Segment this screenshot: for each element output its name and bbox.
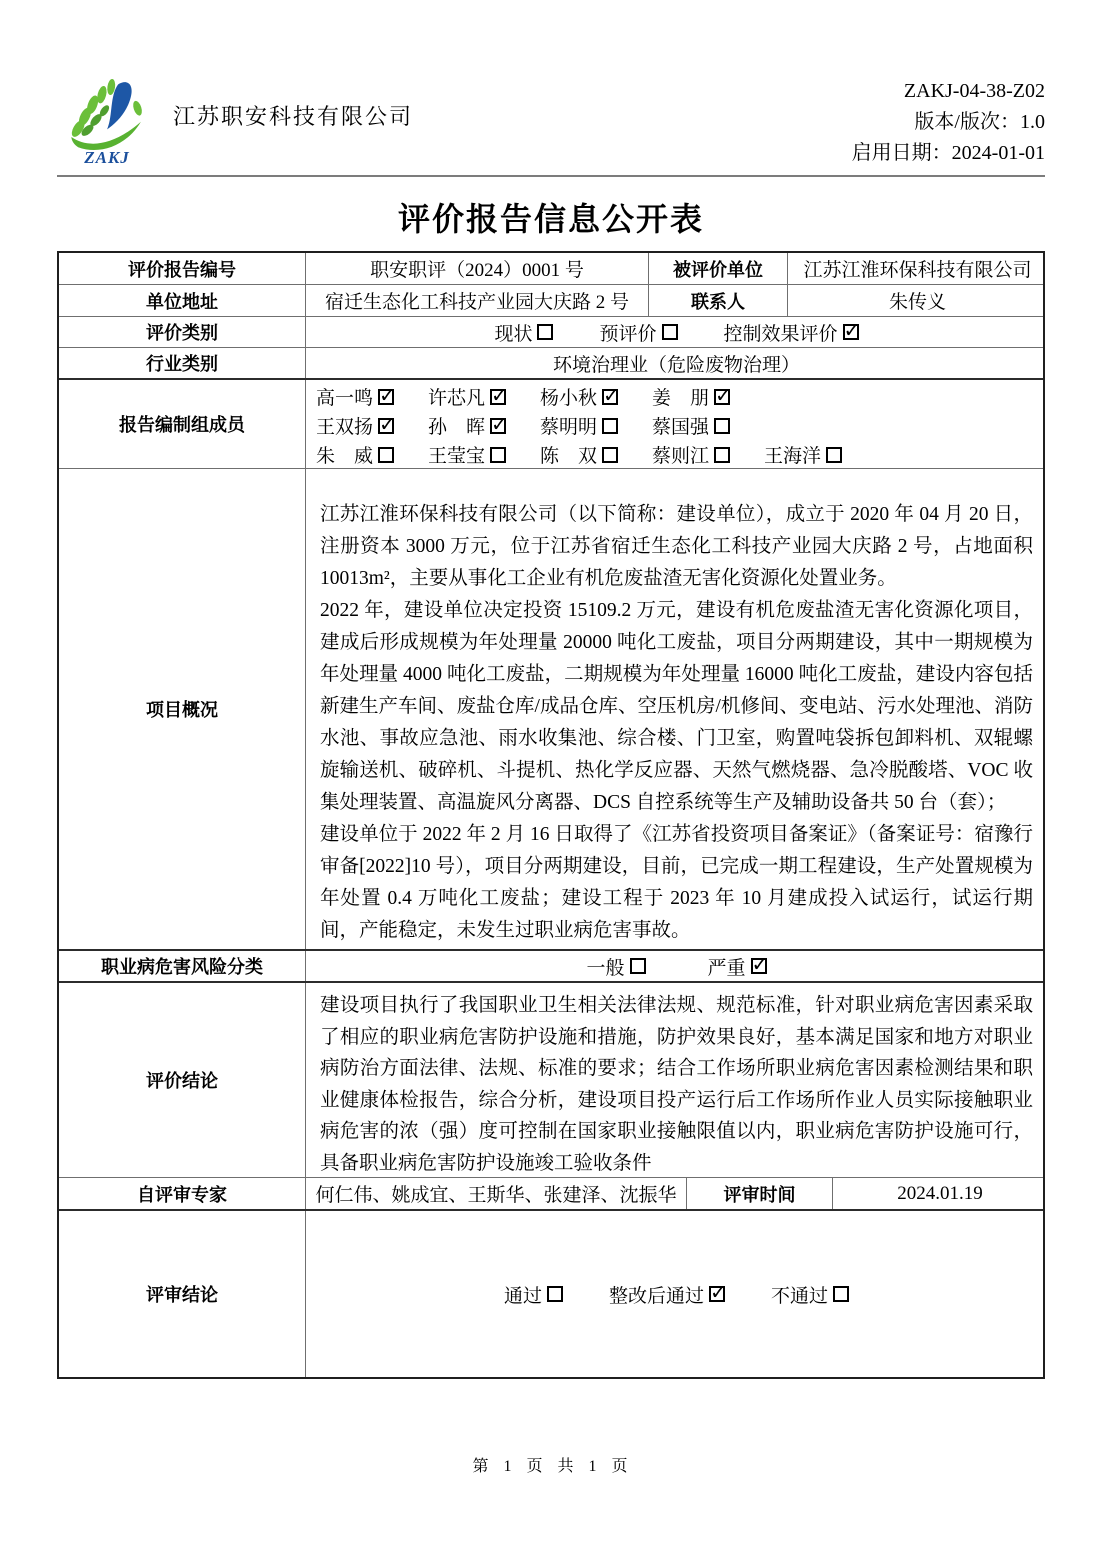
checked-checkbox-icon — [709, 1286, 725, 1302]
empty-checkbox-icon — [537, 324, 553, 340]
report-number-label: 评价报告编号 — [128, 259, 236, 280]
member-item — [764, 441, 876, 468]
checked-checkbox-icon — [378, 418, 394, 434]
review-conclusion-options — [306, 1281, 1047, 1308]
review-time-value: 2024.01.19 — [832, 1178, 1047, 1209]
option-label: 严重 — [707, 957, 746, 979]
option-label: 预评价 — [599, 323, 657, 345]
checked-checkbox-icon — [751, 958, 767, 974]
row-review-experts — [59, 1177, 1043, 1209]
member-name: 陈 双 — [540, 446, 598, 467]
option-item — [494, 319, 553, 346]
member-item — [428, 412, 540, 439]
empty-checkbox-icon — [630, 958, 646, 974]
option-item — [609, 1281, 725, 1308]
option-item — [771, 1281, 849, 1308]
member-name: 许芯凡 — [428, 388, 486, 409]
logo-text: ZAKJ — [84, 148, 130, 167]
overview-paragraph: 建设单位于 2022 年 2 月 16 日取得了《江苏省投资项目备案证》（备案证号：宿豫行审备[2022]10 号），项目分两期建设，目前，已完成一期工程建设，生产处置规模为年处置 0.4 万吨化工废盐；建设工程于 2023 年 10 月建成投入试运行，试运行期间，产能稳定，未发生过职业病危害事故。 — [320, 824, 1033, 941]
header-divider — [57, 175, 1045, 177]
header-left — [57, 76, 413, 168]
row-review-conclusion — [59, 1209, 1043, 1377]
contact-value: 朱传义 — [787, 285, 1047, 316]
member-item — [316, 383, 428, 410]
member-item — [428, 383, 540, 410]
document-meta — [852, 76, 1045, 169]
empty-checkbox-icon — [833, 1286, 849, 1302]
row-project-overview — [59, 468, 1043, 949]
doc-start-date: 启用日期：2024-01-01 — [851, 142, 1045, 164]
page-number: 第 1 页 共 1 页 — [472, 1458, 630, 1475]
member-item — [652, 383, 764, 410]
option-item — [599, 319, 677, 346]
option-item — [724, 319, 859, 346]
industry-label: 行业类别 — [146, 354, 218, 374]
members-lines — [305, 380, 1047, 468]
eval-type-options-cell — [305, 317, 1047, 347]
address-value: 宿迁生态化工科技产业园大庆路 2 号 — [305, 285, 648, 316]
row-report-number — [59, 253, 1043, 284]
empty-checkbox-icon — [714, 418, 730, 434]
member-name: 高一鸣 — [316, 388, 374, 409]
eval-type-label: 评价类别 — [146, 323, 218, 343]
member-item — [316, 441, 428, 468]
option-label: 控制效果评价 — [723, 323, 838, 345]
checked-checkbox-icon — [490, 418, 506, 434]
empty-checkbox-icon — [490, 447, 506, 463]
member-name: 姜 朋 — [652, 388, 710, 409]
member-name: 蔡则江 — [652, 446, 710, 467]
row-risk-class — [59, 949, 1043, 981]
member-item — [652, 412, 764, 439]
checked-checkbox-icon — [602, 389, 618, 405]
doc-code: ZAKJ-04-38-Z02 — [903, 80, 1045, 102]
row-members — [59, 378, 1043, 468]
option-label: 一般 — [586, 957, 625, 979]
review-conclusion-label: 评审结论 — [146, 1285, 218, 1305]
row-address — [59, 284, 1043, 316]
member-item — [428, 441, 540, 468]
option-label: 不通过 — [771, 1285, 829, 1307]
member-name: 王双扬 — [316, 417, 374, 438]
empty-checkbox-icon — [662, 324, 678, 340]
member-name: 朱 威 — [316, 446, 374, 467]
evaluated-unit-label: 被评价单位 — [648, 253, 787, 284]
member-name: 蔡国强 — [652, 417, 710, 438]
checked-checkbox-icon — [843, 324, 859, 340]
risk-class-label: 职业病危害风险分类 — [101, 957, 263, 977]
member-name: 杨小秋 — [540, 388, 598, 409]
member-line — [316, 440, 1047, 468]
member-item — [652, 441, 764, 468]
overview-paragraph: 2022 年，建设单位决定投资 15109.2 万元，建设有机危废盐渣无害化资源化项目，建成后形成规模为年处理量 20000 吨化工废盐，项目分两期建设，其中一期规模为年处理量 4000 吨化工废盐，二期规模为年处理量 16000 吨化工废盐，建设内容包括新建生产车间、废盐仓库/成品仓库、空压机房/机修间、变电站、污水处理池、消防水池、事故应急池、雨水收集池、综合楼、门卫室，购置吨袋拆包卸料机、双辊螺旋输送机、破碎机、斗提机、热化学反应器、天然气燃烧器、急冷脱酸塔、VOC 收集处理装置、高温旋风分离器、DCS 自控系统等生产及辅助设备共 50 台（套）； — [320, 600, 1033, 813]
report-number-value: 职安职评（2024）0001 号 — [305, 253, 648, 284]
option-item — [504, 1281, 563, 1308]
row-industry — [59, 347, 1043, 378]
member-item — [540, 383, 652, 410]
overview-paragraphs — [305, 469, 1047, 949]
member-item — [540, 441, 652, 468]
eval-type-options — [306, 319, 1047, 346]
empty-checkbox-icon — [602, 447, 618, 463]
row-eval-type — [59, 316, 1043, 347]
option-label: 现状 — [494, 323, 533, 345]
member-item — [316, 412, 428, 439]
company-name: 江苏职安科技有限公司 — [173, 103, 414, 129]
member-name: 王海洋 — [764, 446, 822, 467]
member-name: 孙 晖 — [428, 417, 486, 438]
option-item — [708, 953, 767, 980]
page-header — [57, 0, 1045, 169]
empty-checkbox-icon — [714, 447, 730, 463]
doc-version: 版本/版次：1.0 — [914, 111, 1045, 133]
eval-conclusion-label: 评价结论 — [146, 1071, 218, 1091]
member-line — [316, 382, 1047, 411]
page-title: 评价报告信息公开表 — [397, 201, 704, 237]
review-conclusion-options-cell — [305, 1211, 1047, 1377]
review-experts-label: 自评审专家 — [137, 1184, 227, 1205]
checked-checkbox-icon — [714, 389, 730, 405]
project-overview-label: 项目概况 — [146, 700, 218, 720]
empty-checkbox-icon — [378, 447, 394, 463]
members-label: 报告编制组成员 — [119, 415, 245, 435]
option-item — [586, 953, 645, 980]
risk-class-options-cell — [305, 951, 1047, 981]
empty-checkbox-icon — [602, 418, 618, 434]
eval-conclusion-text: 建设项目执行了我国职业卫生相关法律法规、规范标准，针对职业病危害因素采取了相应的职业病危害防护设施和措施，防护效果良好，基本满足国家和地方对职业病防治方面法律、法规、标准的要求；结合工作场所职业病危害因素检测结果和职业健康体检报告，综合分析，建设项目投产运行后工作场所作业人员实际接触职业病危害的浓（强）度可控制在国家职业接触限值以内，职业病危害防护设施可行，具备职业病危害防护设施竣工验收条件 — [305, 983, 1047, 1177]
risk-class-options — [306, 953, 1047, 980]
row-eval-conclusion — [59, 981, 1043, 1177]
review-time-label: 评审时间 — [686, 1178, 832, 1209]
option-label: 通过 — [503, 1285, 542, 1307]
industry-value: 环境治理业（危险废物治理） — [305, 348, 1047, 378]
info-table — [57, 251, 1045, 1379]
empty-checkbox-icon — [826, 447, 842, 463]
checked-checkbox-icon — [378, 389, 394, 405]
address-label: 单位地址 — [146, 291, 218, 312]
member-line — [316, 411, 1047, 440]
overview-paragraph: 江苏江淮环保科技有限公司（以下简称：建设单位），成立于 2020 年 04 月 20 日，注册资本 3000 万元，位于江苏省宿迁生态化工科技产业园大庆路 2 号，占地面积 10013m²，主要从事化工企业有机危废盐渣无害化资源化处置业务。 — [320, 504, 1033, 589]
member-name: 王莹宝 — [428, 446, 486, 467]
member-item — [540, 412, 652, 439]
company-logo — [57, 76, 157, 168]
checked-checkbox-icon — [490, 389, 506, 405]
option-label: 整改后通过 — [608, 1285, 704, 1307]
review-experts-value: 何仁伟、姚成宜、王斯华、张建泽、沈振华 — [305, 1178, 686, 1209]
leaf-logo-icon — [64, 76, 150, 154]
member-name: 蔡明明 — [540, 417, 598, 438]
empty-checkbox-icon — [547, 1286, 563, 1302]
evaluated-unit-value: 江苏江淮环保科技有限公司 — [787, 253, 1047, 284]
contact-label: 联系人 — [648, 285, 787, 316]
